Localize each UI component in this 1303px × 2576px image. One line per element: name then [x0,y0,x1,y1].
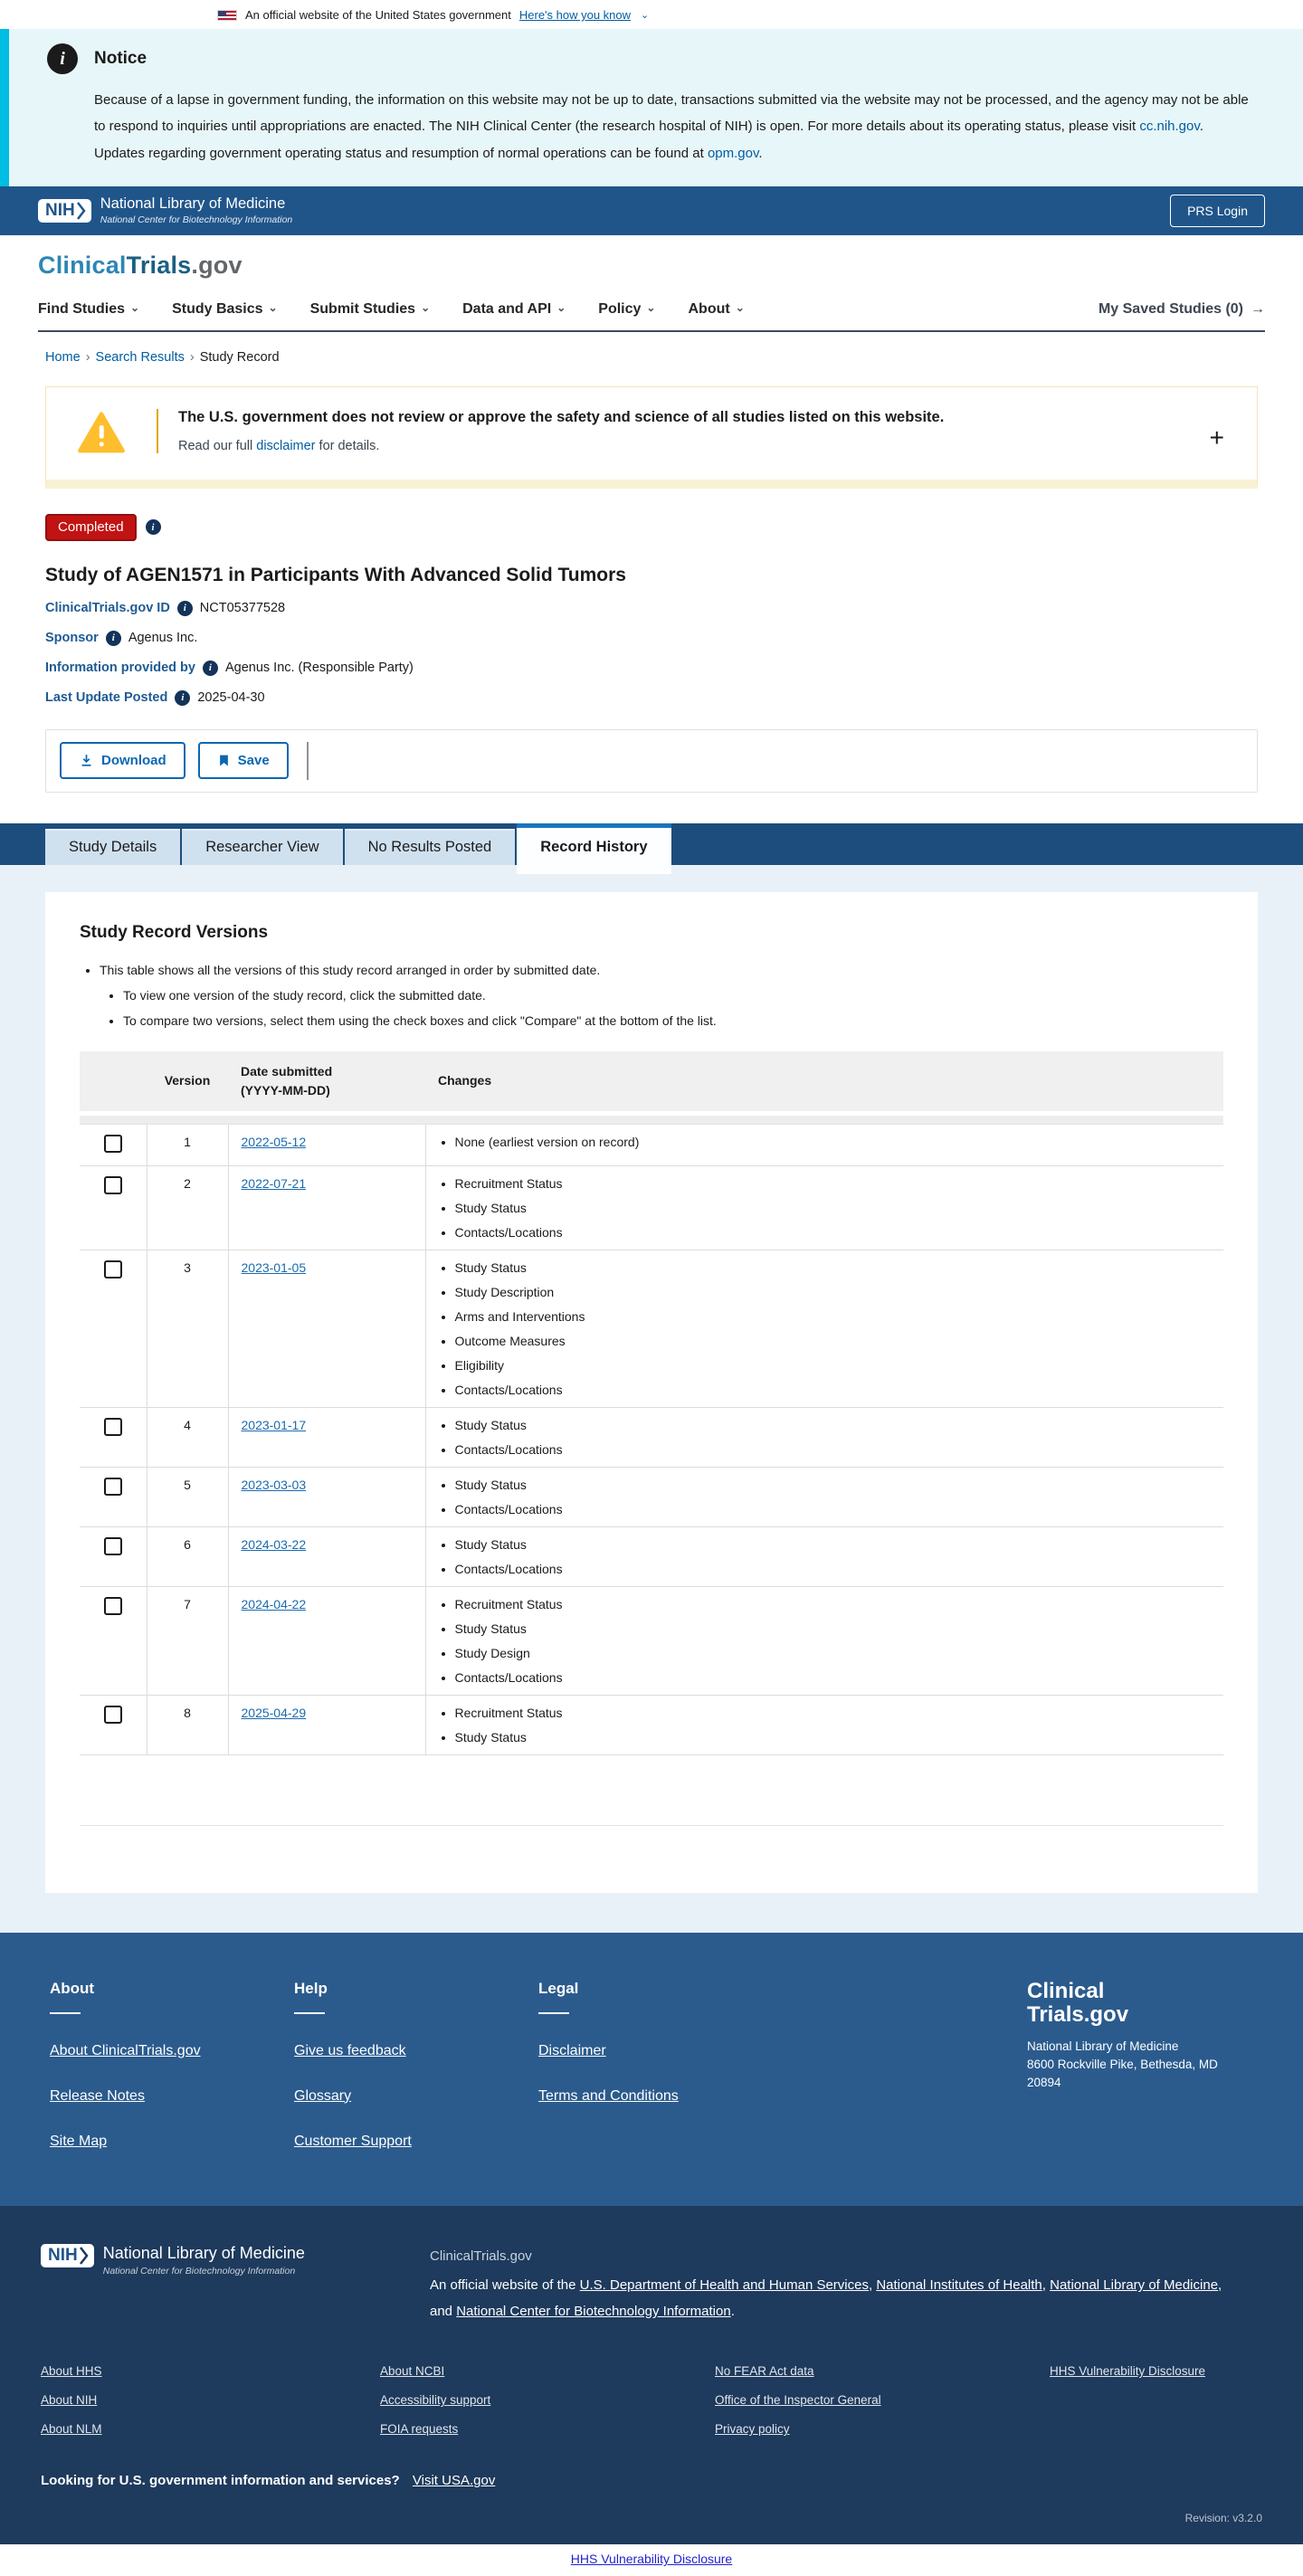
version-number: 8 [147,1695,228,1754]
ncbi-tagline: National Center for Biotechnology Information [100,214,293,226]
hhs-disclosure-strip [0,2544,1303,2576]
warning-triangle-icon [77,409,126,458]
chevron-down-icon: ⌄ [268,300,278,314]
disclaimer-link[interactable]: disclaimer [256,438,316,453]
version-number: 6 [147,1526,228,1586]
fact-label: ClinicalTrials.gov ID [45,601,170,616]
change-item: • Study Status [455,1537,1212,1552]
change-item: • Contacts/Locations [455,1442,1212,1457]
fact-value: Agenus Inc. (Responsible Party) [224,661,414,676]
logo-part-gov: .gov [191,251,243,279]
clinicaltrials-logo[interactable] [38,252,1265,280]
change-item: • Recruitment Status [455,1176,1212,1191]
agency-links-column [380,2364,715,2451]
change-item: • Study Design [455,1646,1212,1660]
nav-item[interactable] [462,301,566,318]
agency-footer-link[interactable]: No FEAR Act data [715,2364,814,2379]
change-item: • Contacts/Locations [455,1225,1212,1240]
version-number: 1 [147,1124,228,1165]
nav-item-label: Policy [598,300,642,317]
version-date-link[interactable]: 2023-03-03 [241,1477,307,1492]
alert-body-text: Read our full [178,438,257,453]
agency-footer-link[interactable]: About NLM [41,2422,102,2437]
study-fact-row [45,631,1258,646]
breadcrumb-separator: › [85,349,90,365]
table-row [80,1407,1223,1467]
footer-column [50,1980,294,2150]
checkbox-column-header [80,1051,147,1114]
notice-text: . [758,145,763,161]
nav-item-label: Submit Studies [309,300,416,317]
footer-column [294,1980,538,2150]
agency-link[interactable]: National Institutes of Health [876,2277,1042,2294]
version-number: 5 [147,1467,228,1526]
header-spacer [80,1113,1223,1124]
notice-body [94,87,1249,166]
intro-sub-item: • To compare two versions, select them using the check boxes and click "Compare" at the bottom of the list. [123,1013,1223,1028]
funding-notice [0,29,1303,186]
agency-text: . [730,2303,735,2319]
change-item: • Study Description [455,1285,1212,1299]
nav-item-label: Find Studies [38,300,125,317]
nih-footer-lockup [41,2244,385,2325]
agency-footer-link[interactable]: Office of the Inspector General [715,2393,881,2408]
intro-sub-item: • To view one version of the study record, click the submitted date. [123,988,1223,1003]
tab-no-results-posted[interactable]: No Results Posted [345,829,516,865]
footer-column [538,1980,783,2150]
agency-site-name: ClinicalTrials.gov [430,2248,532,2264]
version-checkbox[interactable] [104,1537,122,1555]
versions-table-body [80,1124,1223,1754]
nih-logo: NIH [38,199,91,223]
change-item: • None (earliest version on record) [455,1135,1212,1149]
intro-sub-list [100,988,1223,1028]
fact-value: Agenus Inc. [128,631,198,646]
change-item: • Contacts/Locations [455,1670,1212,1685]
changes-list [439,1260,1212,1397]
version-number: 7 [147,1586,228,1695]
chevron-down-icon: ⌄ [556,300,566,314]
nlm-header [0,186,1303,235]
page-title: Study of AGEN1571 in Participants With Advanced Solid Tumors [45,564,626,585]
alert-heading: The U.S. government does not review or approve the safety and science of all studies listed on this website. [178,408,945,425]
study-fact-row [45,661,1258,676]
fact-label: Last Update Posted [45,690,168,706]
agency-link[interactable]: National Library of Medicine [1050,2277,1219,2294]
change-item: • Study Status [455,1730,1212,1744]
version-date-link[interactable]: 2023-01-17 [241,1417,307,1432]
change-item: • Eligibility [455,1358,1212,1373]
usa-gov-prompt [41,2473,1262,2488]
table-row [80,1124,1223,1165]
usa-gov-banner [0,0,1303,29]
agency-text: , [868,2277,877,2294]
versions-table [80,1051,1223,1826]
banner-text: An official website of the United States government [245,8,511,22]
agency-footer-link[interactable]: Accessibility support [380,2393,491,2408]
cc-nih-gov-link[interactable]: cc.nih.gov [1139,119,1200,135]
change-item: • Recruitment Status [455,1597,1212,1611]
footer-link[interactable]: About ClinicalTrials.gov [50,2042,201,2058]
changes-column-header: Changes [425,1051,1223,1114]
agency-statement [430,2244,1244,2325]
study-fact-row [45,690,1258,706]
change-item: • Study Status [455,1260,1212,1275]
version-number: 4 [147,1407,228,1467]
agency-footer-link[interactable]: Privacy policy [715,2422,790,2437]
fact-value: 2025-04-30 [197,690,265,706]
changes-list [439,1418,1212,1457]
info-icon[interactable]: i [175,690,190,706]
footer-link[interactable]: Customer Support [294,2133,412,2149]
actions-toolbar [45,729,1258,793]
footer-link[interactable]: Site Map [50,2133,108,2149]
nav-item[interactable] [172,301,278,318]
change-item: • Study Status [455,1478,1212,1492]
heres-how-you-know-link[interactable]: Here's how you know [518,8,632,22]
footer-column-heading: About [50,1979,95,1997]
clinicaltrials-footer-logo: Clinical Trials.gov [1027,1978,1129,2027]
agency-links-column [41,2364,380,2451]
chevron-down-icon: ⌄ [641,10,650,21]
notice-text: Because of a lapse in government funding, the information on this website may not be up to date, transactions submitted via the website may not be processed, and the agency may not be able to respond to inquiries until appropriations are enacted. The NIH Clinical Center (the research hospital of NIH) is open. For more details about its operating status, please visit [94,92,1249,135]
footer-link[interactable]: Give us feedback [294,2042,406,2058]
changes-list [439,1135,1212,1149]
version-checkbox[interactable] [104,1418,122,1436]
tab-record-history[interactable]: Record History [517,823,671,874]
version-number: 3 [147,1250,228,1407]
agency-footer-link[interactable]: About HHS [41,2364,102,2379]
notice-title: Notice [94,49,147,68]
change-item: • Study Status [455,1621,1212,1636]
footer-brand-block [1027,1980,1253,2150]
alert-body [178,439,944,453]
visit-usa-gov-link[interactable]: Visit USA.gov [412,2473,496,2489]
agency-footer [0,2206,1303,2545]
logo-part-clinical: Clinical [38,251,127,279]
version-column-header: Version [147,1051,228,1114]
revision-label: Revision: v3.2.0 [1184,2512,1262,2525]
fact-value: NCT05377528 [199,601,286,616]
date-column-header: Date submitted (YYYY-MM-DD) [228,1051,425,1114]
changes-list [439,1478,1212,1516]
changes-list [439,1537,1212,1576]
my-saved-studies-link[interactable]: My Saved Studies (0) → [1098,300,1265,317]
agency-link[interactable]: National Center for Biotechnology Information [456,2303,731,2319]
nlm-org-name: National Library of Medicine [102,2243,305,2262]
arrow-right-icon: → [1251,300,1265,317]
save-label: Save [237,753,270,769]
record-tabs [0,823,1303,865]
table-footer-space [80,1754,1223,1825]
agency-links-column [1050,2364,1262,2451]
nlm-address: National Library of Medicine 8600 Rockville Pike, Bethesda, MD 20894 [1027,2039,1218,2090]
hhs-vulnerability-disclosure-link[interactable]: HHS Vulnerability Disclosure [570,2552,733,2567]
nav-item[interactable] [38,301,139,318]
nav-item-label: Data and API [462,300,552,317]
intro-text: This table shows all the versions of this study record arranged in order by submitted date. [100,962,601,977]
main-nav [38,301,1265,332]
footer-column-links [538,2014,783,2105]
agency-footer-link[interactable]: FOIA requests [380,2422,459,2437]
agency-footer-link[interactable]: HHS Vulnerability Disclosure [1050,2364,1206,2379]
change-item: • Arms and Interventions [455,1309,1212,1324]
nav-item[interactable] [310,301,431,318]
ncbi-tagline: National Center for Biotechnology Information [102,2265,296,2277]
changes-list [439,1597,1212,1685]
chevron-down-icon: ⌄ [421,300,431,314]
change-item: • Recruitment Status [455,1706,1212,1720]
tab-study-details[interactable]: Study Details [45,829,180,865]
download-icon [79,753,94,768]
version-number: 2 [147,1165,228,1250]
status-badge: Completed [45,514,137,541]
version-checkbox[interactable] [104,1478,122,1496]
info-icon: i [47,43,78,74]
us-flag-icon [217,10,237,21]
nav-item-label: Study Basics [172,300,263,317]
info-icon[interactable]: i [106,631,121,646]
logo-part-trials: Trials [126,251,192,279]
study-fact-row [45,601,1258,616]
nlm-org-name: National Library of Medicine [100,195,286,213]
change-item: • Study Status [455,1418,1212,1432]
breadcrumb-current: Study Record [199,349,280,365]
study-record-versions-card [45,892,1258,1893]
agency-text: An official website of the [430,2277,580,2294]
agency-text: , and [430,2277,1222,2319]
nav-item[interactable] [688,301,744,318]
breadcrumb-home-link[interactable]: Home [45,349,81,365]
nav-item-label: About [688,300,730,317]
footer-column-links [50,2014,294,2150]
chevron-down-icon: ⌄ [735,300,745,314]
disclaimer-alert [45,386,1258,489]
version-date-link[interactable]: 2025-04-29 [241,1705,307,1720]
version-checkbox[interactable] [104,1597,122,1615]
versions-intro [80,963,1223,1028]
table-row [80,1467,1223,1526]
info-icon[interactable]: i [203,661,218,676]
version-date-link[interactable]: 2022-07-21 [241,1175,307,1191]
table-row [80,1250,1223,1407]
fact-label: Information provided by [45,661,195,676]
agency-sentence [430,2277,1222,2319]
info-icon[interactable]: i [146,519,161,535]
save-button[interactable] [198,742,289,779]
table-row [80,1695,1223,1754]
breadcrumb [0,332,1303,374]
alert-text-block [157,409,944,453]
change-item: • Outcome Measures [455,1334,1212,1348]
breadcrumb-separator: › [189,349,195,365]
chevron-down-icon: ⌄ [646,300,656,314]
version-date-link[interactable]: 2024-04-22 [241,1596,307,1611]
opm-gov-link[interactable]: opm.gov [707,145,759,161]
site-footer [0,1933,1303,2206]
download-button[interactable] [60,742,185,779]
table-row [80,1165,1223,1250]
expand-plus-icon[interactable]: + [1209,423,1224,452]
footer-column-heading: Legal [538,1979,579,1997]
usa-prompt-text: Looking for U.S. government information and services? [41,2473,400,2489]
prs-login-button[interactable]: PRS Login [1170,195,1265,227]
version-checkbox[interactable] [104,1260,122,1278]
table-row [80,1586,1223,1695]
download-label: Download [101,753,166,769]
changes-list [439,1176,1212,1240]
version-date-link[interactable]: 2022-05-12 [241,1134,307,1149]
chevron-down-icon: ⌄ [130,300,140,314]
footer-column-heading: Help [294,1979,328,1997]
footer-link[interactable]: Terms and Conditions [538,2087,679,2104]
table-row [80,1526,1223,1586]
footer-column-links [294,2014,538,2150]
agency-links-column [715,2364,1050,2451]
tab-researcher-view[interactable]: Researcher View [182,829,342,865]
version-date-link[interactable]: 2023-01-05 [241,1259,307,1275]
change-item: • Contacts/Locations [455,1562,1212,1576]
study-status-row [45,514,1258,541]
toolbar-divider [307,742,309,780]
version-checkbox[interactable] [104,1176,122,1194]
change-item: • Contacts/Locations [455,1502,1212,1516]
record-history-panel [0,865,1303,1933]
agency-footer-link[interactable]: About NIH [41,2393,98,2408]
change-item: • Study Status [455,1201,1212,1215]
changes-list [439,1706,1212,1744]
footer-link[interactable]: Disclaimer [538,2042,606,2058]
breadcrumb-search-results-link[interactable]: Search Results [95,349,185,365]
footer-link-columns [50,1980,783,2150]
study-facts [45,601,1258,706]
agency-footer-link[interactable]: About NCBI [380,2364,445,2379]
agency-links-grid [41,2364,1262,2451]
footer-link[interactable]: Glossary [294,2087,352,2104]
version-date-link[interactable]: 2024-03-22 [241,1536,307,1552]
site-header [0,235,1303,332]
info-icon[interactable]: i [177,601,193,616]
section-title: Study Record Versions [80,922,269,942]
fact-label: Sponsor [45,631,99,646]
agency-text: , [1041,2277,1051,2294]
footer-link[interactable]: Release Notes [50,2087,145,2104]
version-checkbox[interactable] [104,1135,122,1153]
change-item: • Contacts/Locations [455,1383,1212,1397]
bookmark-icon [217,753,231,768]
notice-text: . Updates regarding government operating status and resumption of normal operations can be found at [94,119,1203,161]
alert-body-text: for details. [315,438,380,453]
agency-link[interactable]: U.S. Department of Health and Human Services [579,2277,869,2294]
nih-logo: NIH [41,2244,94,2267]
nav-item[interactable] [598,301,655,318]
version-checkbox[interactable] [104,1706,122,1724]
